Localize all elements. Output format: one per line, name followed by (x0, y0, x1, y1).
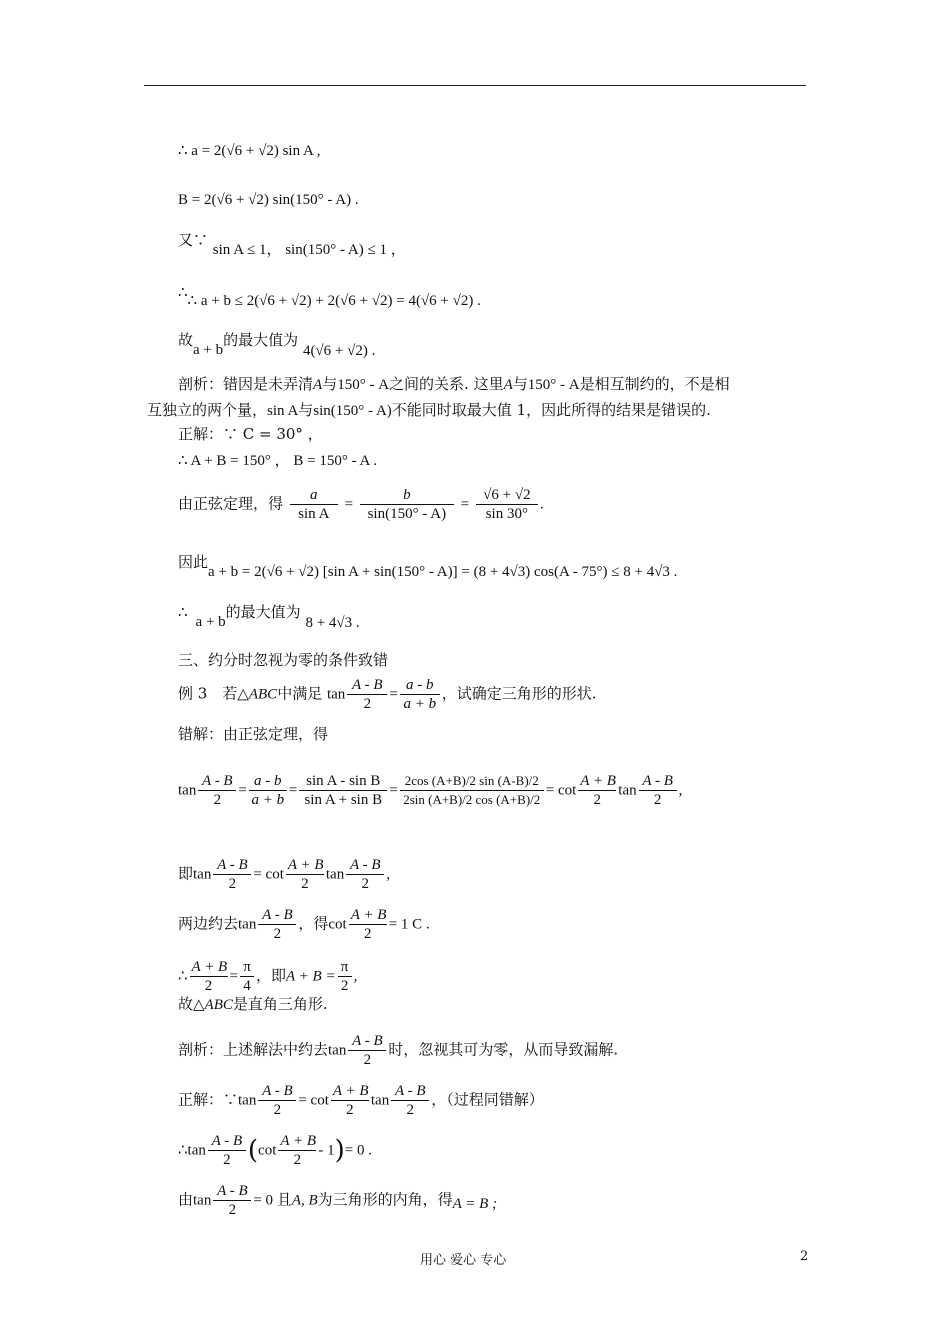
text: ∴ (178, 603, 188, 621)
analysis-1 (178, 374, 730, 395)
fraction: $\frac{A - B}{2}$ (198, 772, 236, 809)
text: ，即 (256, 966, 287, 985)
fraction: $\frac{\pi}{2}$ (338, 958, 352, 995)
math: tan (238, 1092, 257, 1109)
math: = cot (545, 782, 577, 799)
math: A, B (291, 1192, 318, 1209)
text: 正解：∵ (178, 1090, 239, 1109)
fraction: $\frac{A - B}{2}$ (348, 1032, 386, 1069)
text: 即 (178, 864, 194, 883)
correct-1 (178, 424, 323, 444)
text: ∴ (178, 966, 188, 985)
line-max (178, 330, 376, 359)
math: tan (178, 782, 197, 799)
math: tan (187, 1142, 206, 1159)
fraction: $\frac{A - B}{2}$ (639, 772, 677, 809)
math: 150° - A (527, 377, 580, 393)
text: 错解：由正弦定理，得 (178, 725, 329, 743)
line-you (178, 230, 406, 258)
math: A + B = (286, 968, 336, 985)
text: 又∵ (178, 231, 209, 249)
section-heading (178, 650, 388, 670)
fraction: $\frac{a - b}{a + b}$ (249, 772, 287, 809)
math: a + b = 2(√6 + √2) [sin A + sin(150° - A)] = (8 + 4√3) cos(A - 75°) ≤ 8 + 4√3 . (208, 564, 678, 580)
page-number: 2 (800, 1249, 809, 1264)
wrong-6 (178, 994, 328, 1015)
math: tan (325, 866, 345, 883)
right-1 (178, 1082, 544, 1119)
fraction: $\frac{A + B}{2}$ (287, 857, 324, 892)
header-rule (144, 85, 806, 86)
fraction: $\frac{A + B}{2}$ (350, 907, 387, 942)
text: ，（过程同错解） (431, 1090, 544, 1109)
math: △ABC (193, 997, 233, 1013)
fraction: $\frac{A + B}{2}$ (280, 1133, 317, 1168)
text: 的最大值为 (223, 331, 299, 349)
text: 之间的关系. 这里 (389, 375, 504, 393)
math: cot (258, 1142, 277, 1159)
fraction: $\frac{A - B}{2}$ (347, 676, 387, 713)
correct-2 (178, 450, 377, 471)
text: ∴ (178, 1140, 188, 1159)
wrong-1 (178, 724, 328, 744)
text: ∴ (178, 283, 188, 301)
fraction: $\frac{√6 + √2}{\sin 30^\circ}$ (476, 486, 538, 523)
text: 中满足 (277, 684, 323, 703)
math: B = 2(√6 + √2) sin(150° - A) . (178, 192, 359, 208)
eq-b (178, 189, 359, 210)
text: 与 (298, 401, 314, 419)
math: ∴ A + B = 150° ， B = 150° - A . (178, 453, 378, 469)
math: tan (193, 1192, 212, 1209)
math: 150° - A (337, 377, 390, 393)
math: tan (328, 1042, 347, 1059)
fraction: $\frac{a}{\text{sin A}}$ (290, 486, 338, 523)
math: = 1 C . (388, 916, 430, 933)
text: 剖析：上述解法中约去 (178, 1040, 329, 1059)
math: A (313, 377, 323, 393)
footer-slogan: 用心 爱心 专心 (420, 1253, 507, 1268)
text: 两边约去 (178, 914, 239, 933)
math: = 0 且 (253, 1192, 292, 1209)
fraction: $\frac{2\cos (A+B)/2 \sin (A-B)/2}{2\sin (A+B)/2 \cos (A+B)/2}$ (400, 772, 544, 809)
math: A (503, 377, 513, 393)
math: = cot (298, 1092, 329, 1109)
text: 剖析：错因是未弄清 (178, 375, 314, 393)
math: sin A ≤ 1， sin(150° - A) ≤ 1 ， (212, 242, 406, 258)
line-sum (178, 282, 481, 309)
text: 与 (322, 375, 338, 393)
math: sin A (267, 403, 299, 419)
text: 是直角三角形. (232, 995, 328, 1013)
math: tan (326, 686, 346, 703)
fraction: $\frac{A - B}{2}$ (213, 1182, 251, 1219)
text: 故 (178, 995, 194, 1013)
text: 时，忽视其可为零，从而导致漏解. (388, 1040, 619, 1059)
math: tan (618, 782, 637, 799)
math: a + b (195, 614, 226, 630)
correct-5 (178, 602, 360, 631)
text: 由正弦定理，得 (178, 494, 284, 513)
correct-4 (178, 552, 678, 580)
fraction: $\frac{A + B}{2}$ (191, 959, 228, 994)
text: 的最大值为 (225, 603, 301, 621)
fraction: $\frac{A - B}{2}$ (213, 856, 251, 893)
section-title: 三、约分时忽视为零的条件致错 (178, 651, 389, 669)
text: 故 (178, 331, 194, 349)
math: ∴ a = 2(√6 + √2) sin A , (178, 143, 321, 159)
math: = 0 . (344, 1142, 372, 1159)
text: 互独立的两个量， (147, 401, 268, 419)
eq-a (178, 140, 321, 161)
fraction: $\frac{A - B}{2}$ (391, 1082, 429, 1119)
fraction: $\frac{a - b}{a + b}$ (400, 676, 440, 713)
text: 不能同时取最大值 1，因此所得的结果是错误的. (391, 401, 711, 419)
math: A = B ; (452, 1195, 498, 1212)
correct-3: 由正弦定理，得 $\frac{a}{\text{sin A}}$ = $\frac{b}{\sin(150^\circ - A)}$ = $\frac{√6 + √2}{\sin 30^\circ}$ . (178, 487, 544, 522)
math: sin(150° - A) (313, 403, 392, 419)
wrong-2: tan $\frac{A - B}{2}$ = $\frac{a - b}{a + b}$ = $\frac{\text{sin A - sin B}}{\text{sin A + sin B}}$ = $\frac{2\cos (A+B)/2 \sin (A-B)/2}{2\sin (A+B)/2 \cos (A+B)/2}$ = cot $\frac{A + B}{2}$ tan $\frac{A - B}{2}$ , (178, 773, 683, 808)
wrong-4 (178, 906, 430, 943)
fraction: $\frac{A + B}{2}$ (580, 773, 616, 808)
text: 与 (512, 375, 528, 393)
example-3: 例 3 若△ABC中满足 tan $\frac{A - B}{2}$ = $\frac{a - b}{a + b}$ ，试确定三角形的形状. (178, 677, 597, 712)
fraction: $\frac{A - B}{2}$ (346, 856, 384, 893)
right-3 (178, 1182, 497, 1219)
math: - 1 (318, 1142, 335, 1159)
text: 因此 (178, 553, 209, 571)
text: 例 3 若 (178, 684, 238, 703)
fraction: $\frac{A - B}{2}$ (258, 906, 296, 943)
math: △ABC (237, 686, 278, 703)
math: 4(√6 + √2) . (302, 343, 376, 359)
math: = cot (253, 866, 284, 883)
text: 正解：∵ C = 30° ， (178, 425, 323, 443)
text: ，试确定三角形的形状. (441, 684, 597, 703)
math: tan (238, 916, 257, 933)
math: ∴ a + b ≤ 2(√6 + √2) + 2(√6 + √2) = 4(√6 + √2) . (187, 293, 481, 309)
math: tan (370, 1092, 390, 1109)
fraction: $\frac{A - B}{2}$ (208, 1132, 246, 1169)
math: a + b (193, 342, 224, 358)
math: tan (193, 866, 212, 883)
math: 8 + 4√3 . (305, 615, 360, 631)
analysis-2 (147, 400, 711, 421)
wrong-5: ∴ $\frac{A + B}{2}$ = $\frac{\pi}{4}$ ，即A + B = $\frac{\pi}{2}$ , (178, 959, 358, 994)
fraction: $\frac{A + B}{2}$ (332, 1083, 369, 1118)
text: 由 (178, 1190, 194, 1209)
fraction: $\frac{b}{\sin(150^\circ - A)}$ (360, 486, 454, 523)
wrong-3: 即tan $\frac{A - B}{2}$ = cot $\frac{A + B}{2}$ tan $\frac{A - B}{2}$ , (178, 857, 390, 892)
fraction: $\frac{\text{sin A - sin B}}{\text{sin A + sin B}}$ (299, 772, 387, 809)
text: 为三角形的内角，得 (317, 1190, 453, 1209)
fraction: $\frac{\pi}{4}$ (240, 958, 254, 995)
fraction: $\frac{A - B}{2}$ (258, 1082, 296, 1119)
text: 是相互制约的，不是相 (579, 375, 730, 393)
math: cot (328, 916, 347, 933)
right-2: ∴tan $\frac{A - B}{2}$ (cot $\frac{A + B}{2}$ - 1)= 0 . (178, 1133, 372, 1168)
analysis-2b (178, 1032, 618, 1069)
text: ，得 (298, 914, 329, 933)
